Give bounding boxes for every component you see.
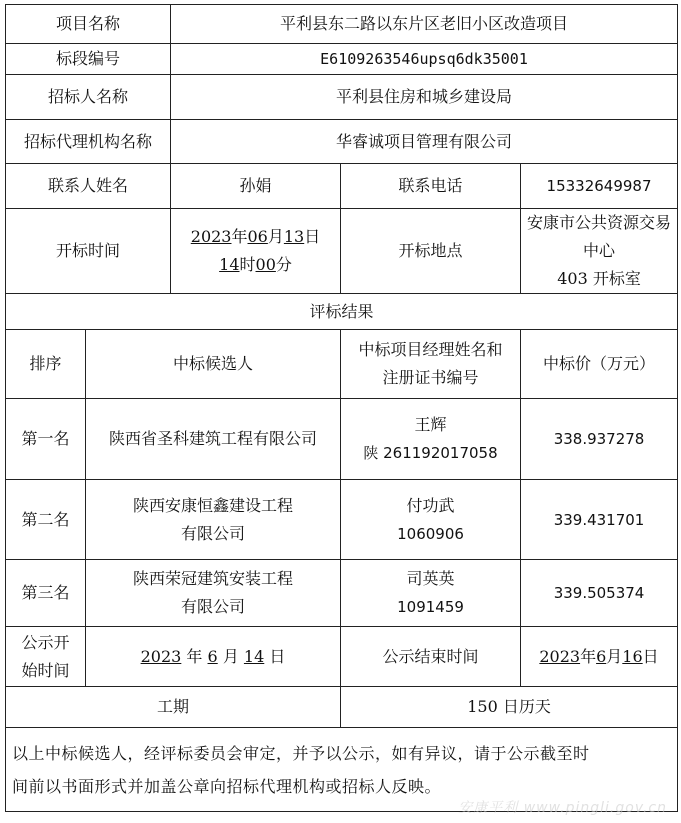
agency: 华睿诚项目管理有限公司	[171, 120, 678, 164]
row-opening	[6, 209, 678, 294]
open-place	[521, 209, 678, 294]
end-month: 6	[596, 646, 607, 666]
row-agency	[6, 120, 678, 164]
contact-label: 联系人姓名	[6, 164, 171, 209]
candidate-line1: 陕西荣冠建筑安装工程	[133, 569, 294, 588]
unit-day: 日	[642, 646, 659, 666]
duration-label: 工期	[6, 687, 341, 728]
open-minute: 00	[255, 255, 276, 274]
open-time-label: 开标时间	[6, 209, 171, 294]
unit-month: 月	[606, 646, 623, 666]
tenderer: 平利县住房和城乡建设局	[171, 75, 678, 120]
header-candidate: 中标候选人	[86, 330, 341, 399]
phone-number: 15332649987	[521, 164, 678, 209]
row-publicity	[6, 627, 678, 687]
row-duration	[6, 687, 678, 728]
results-title: 评标结果	[6, 294, 678, 330]
table-row	[6, 560, 678, 627]
table-row	[6, 399, 678, 480]
candidate-line2: 有限公司	[181, 523, 246, 543]
manager-name: 付功武	[406, 495, 455, 515]
price: 339.505374	[521, 560, 678, 627]
note-line1: 以上中标候选人，经评标委员会审定，并予以公示，如有异议，请于公示截至时	[12, 743, 590, 763]
row-results-title	[6, 294, 678, 330]
manager	[341, 399, 521, 480]
candidate-line1: 陕西安康恒鑫建设工程	[133, 495, 294, 515]
candidate	[86, 399, 341, 480]
phone-label: 联系电话	[341, 164, 521, 209]
header-manager-line2: 注册证书编号	[382, 368, 479, 387]
manager-cert: 陕 261192017058	[363, 444, 498, 462]
manager	[341, 560, 521, 627]
header-price: 中标价（万元）	[521, 330, 678, 399]
unit-day: 日	[269, 646, 286, 666]
open-day: 13	[283, 227, 305, 246]
open-hour: 14	[219, 255, 240, 274]
open-place-label: 开标地点	[341, 209, 521, 294]
project-name: 平利县东二路以东片区老旧小区改造项目	[171, 5, 678, 44]
duration-value: 150 日历天	[341, 687, 678, 728]
open-place-line1: 安康市公共资源交易中心	[527, 213, 672, 260]
candidate-line1: 陕西省圣科建筑工程有限公司	[109, 429, 318, 448]
rank: 第二名	[6, 480, 86, 560]
tenderer-label: 招标人名称	[6, 75, 171, 120]
row-results-header	[6, 330, 678, 399]
note-line2: 间前以书面形式并加盖公章向招标代理机构或招标人反映。	[12, 776, 442, 796]
watermark: 安康平利 www.pingli.gov.cn	[458, 800, 667, 816]
start-day: 14	[243, 646, 265, 666]
open-place-line2: 403 开标室	[557, 269, 641, 288]
row-section-no	[6, 44, 678, 75]
section-no-label: 标段编号	[6, 44, 171, 75]
start-year: 2023	[140, 646, 182, 666]
publicity-start-label	[6, 627, 86, 687]
project-name-label: 项目名称	[6, 5, 171, 44]
row-tenderer	[6, 75, 678, 120]
candidate	[86, 480, 341, 560]
open-time	[171, 209, 341, 294]
unit-month: 月	[222, 646, 239, 666]
publicity-start-label-line2: 始时间	[21, 660, 70, 680]
manager	[341, 480, 521, 560]
unit-year: 年	[580, 646, 597, 666]
candidate	[86, 560, 341, 627]
manager-cert: 1060906	[397, 524, 464, 543]
bid-result-table	[5, 4, 678, 812]
unit-year: 年	[186, 646, 203, 666]
unit-hour: 时	[239, 255, 256, 274]
unit-month: 月	[267, 227, 284, 246]
unit-day: 日	[304, 227, 321, 246]
row-contact	[6, 164, 678, 209]
open-month: 06	[247, 227, 268, 246]
price: 339.431701	[521, 480, 678, 560]
end-day: 16	[622, 646, 643, 666]
table-row	[6, 480, 678, 560]
publicity-end-date	[521, 627, 678, 687]
publicity-start-date	[86, 627, 341, 687]
unit-minute: 分	[275, 255, 292, 274]
manager-name: 王辉	[414, 415, 447, 434]
section-no: E6109263546upsq6dk35001	[171, 44, 678, 75]
publicity-end-label: 公示结束时间	[341, 627, 521, 687]
header-manager	[341, 330, 521, 399]
publicity-start-label-line1: 公示开	[21, 632, 70, 652]
row-project-name	[6, 5, 678, 44]
rank: 第三名	[6, 560, 86, 627]
price: 338.937278	[521, 399, 678, 480]
agency-label: 招标代理机构名称	[6, 120, 171, 164]
manager-name: 司英英	[406, 569, 455, 588]
open-year: 2023	[190, 227, 232, 246]
header-manager-line1: 中标项目经理姓名和	[358, 340, 503, 359]
rank: 第一名	[6, 399, 86, 480]
manager-cert: 1091459	[397, 598, 464, 616]
unit-year: 年	[231, 227, 248, 246]
start-month: 6	[207, 646, 218, 666]
end-year: 2023	[539, 646, 581, 666]
contact-name: 孙娟	[171, 164, 341, 209]
candidate-line2: 有限公司	[181, 597, 246, 616]
header-rank: 排序	[6, 330, 86, 399]
